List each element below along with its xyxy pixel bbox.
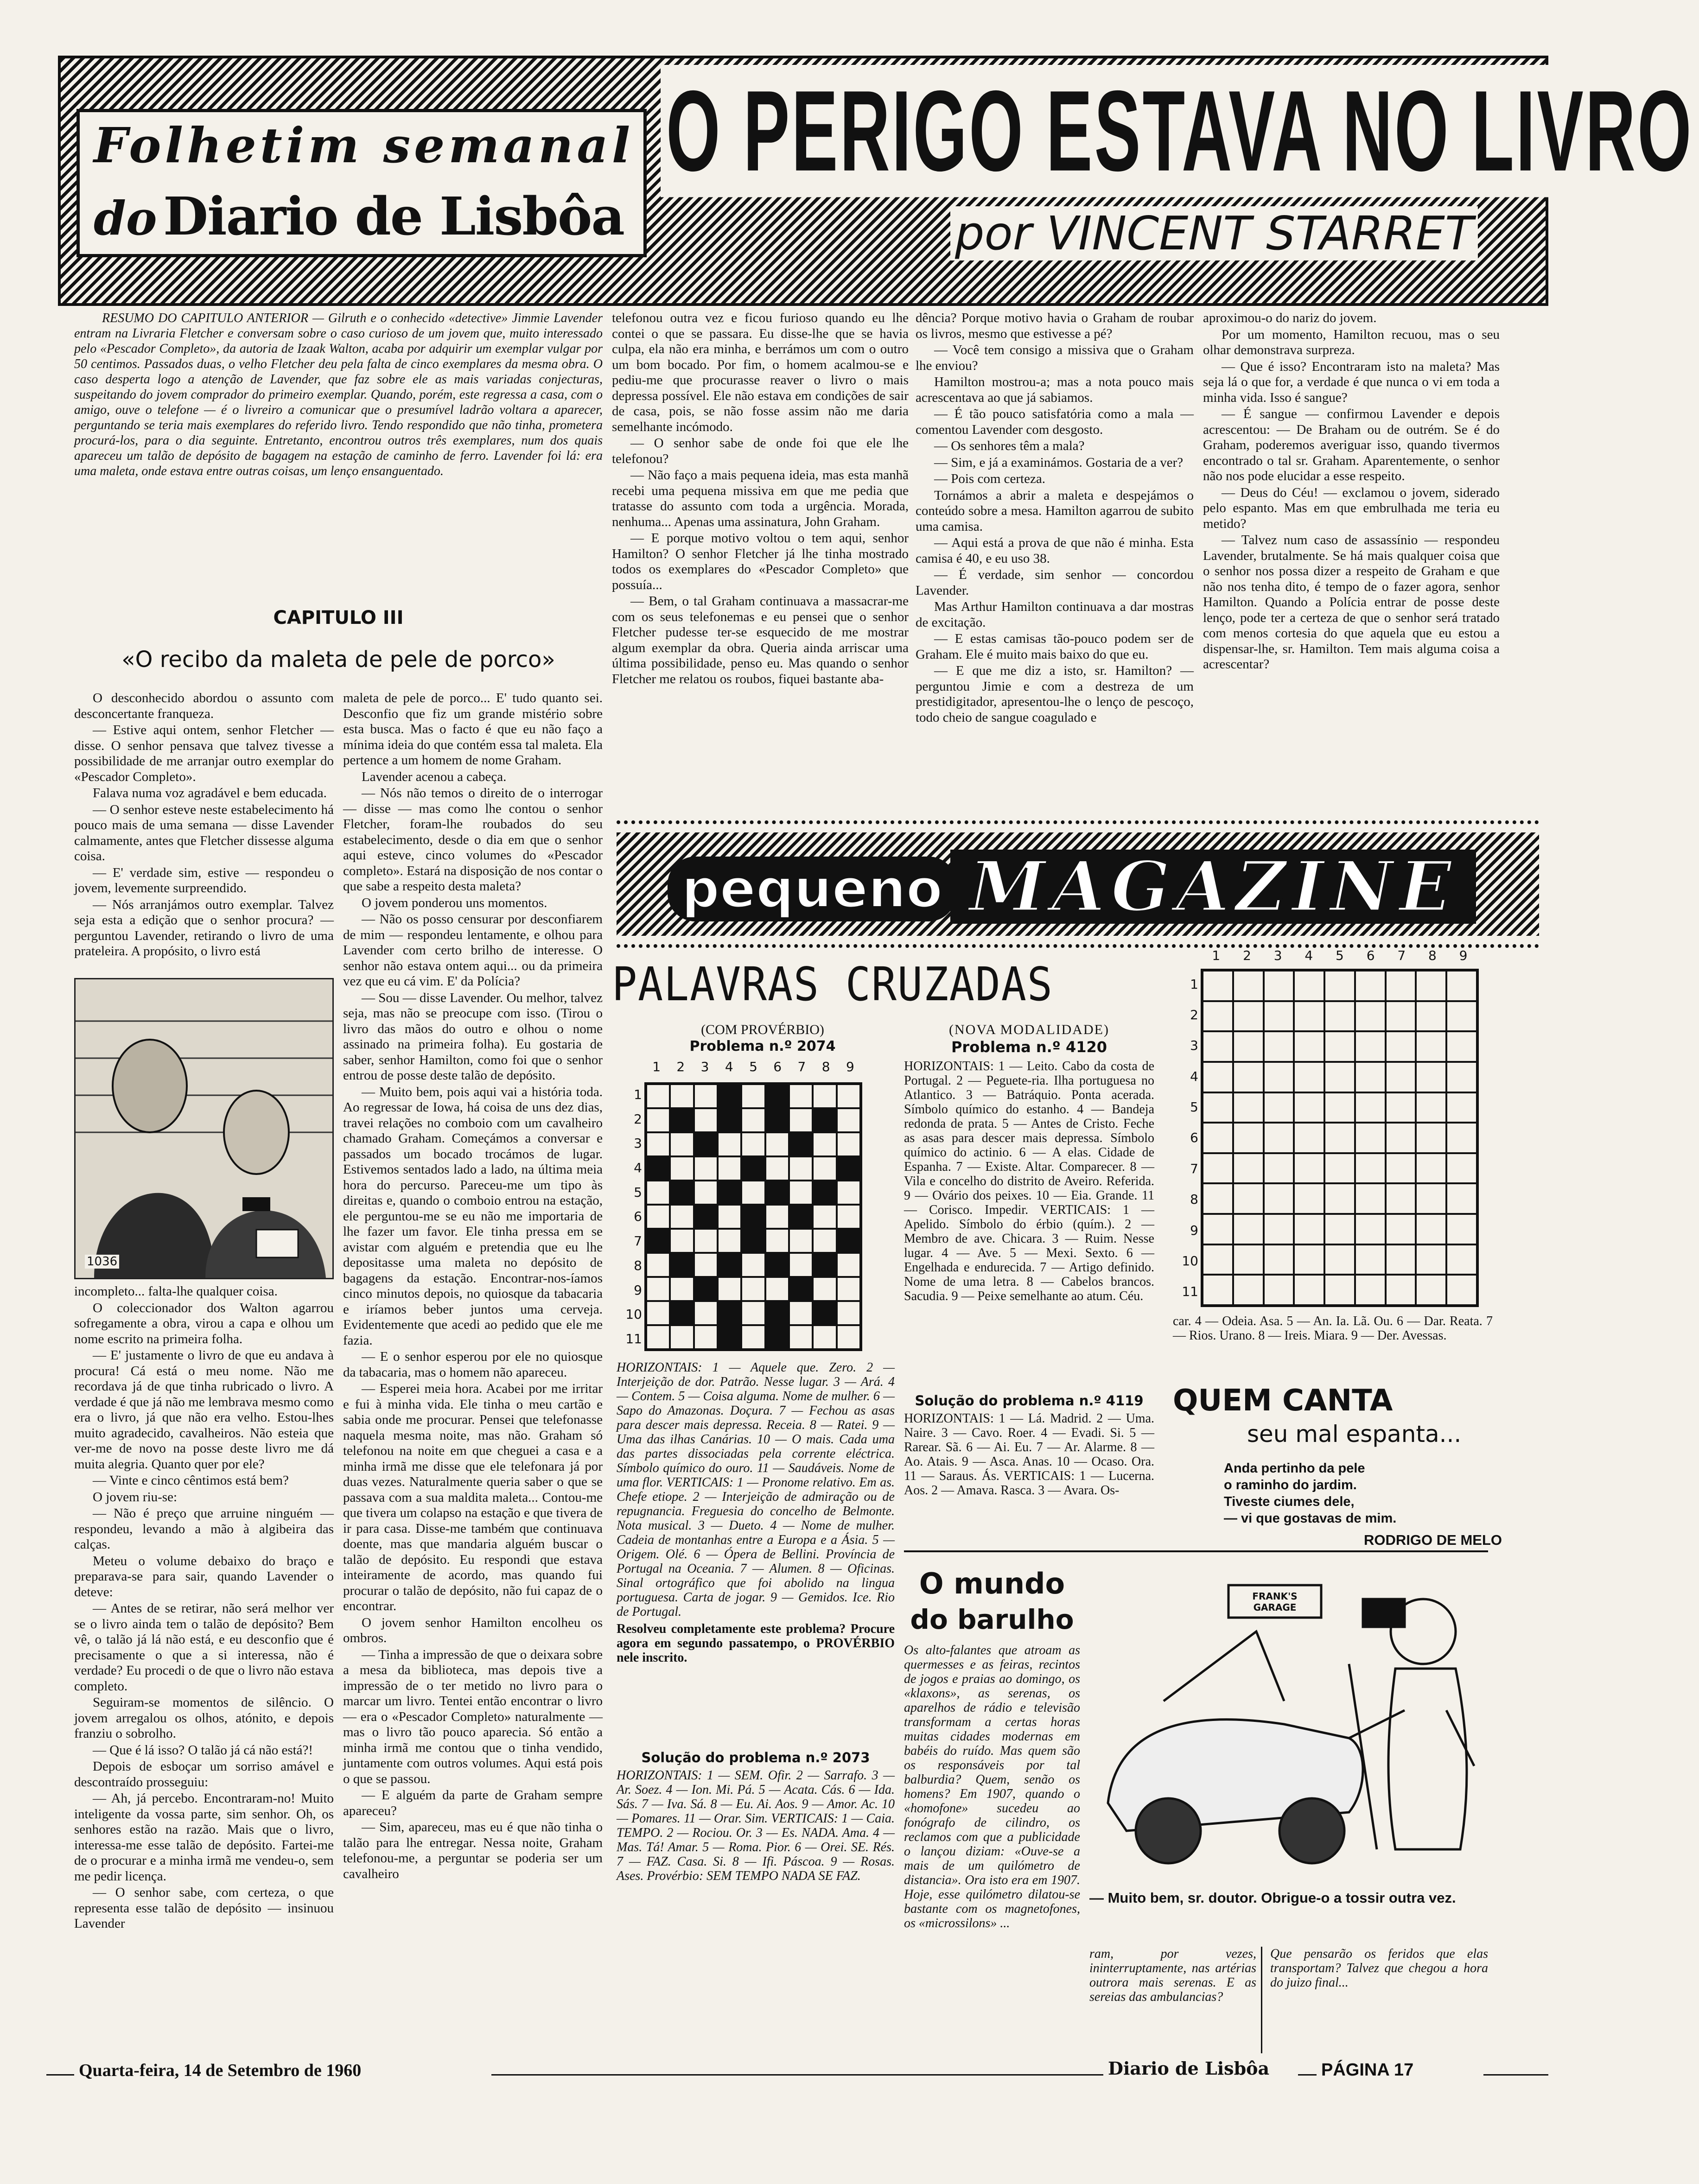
crossword-cell (694, 1132, 718, 1156)
crossword-cell (1233, 1153, 1264, 1184)
mundo-text-c: Que pensarão os feridos que elas transportam? Talvez que chegou a hora do juizo final... (1270, 1947, 1488, 1990)
crossword-cell (789, 1229, 813, 1253)
crossword-cell (1324, 1001, 1355, 1032)
illustration-tag: 1036 (85, 1255, 119, 1269)
crossword-cell (813, 1205, 836, 1229)
crossword-cell (1233, 1092, 1264, 1123)
crossword-cell (837, 1301, 860, 1325)
mundo-title-1: O mundo (919, 1567, 1065, 1600)
grid-number-label: 3 (1190, 1038, 1198, 1054)
crossword-cell (813, 1325, 836, 1349)
crossword-cell (741, 1229, 765, 1253)
story-column-3: telefonou outra vez e ficou furioso quando eu lhe contei o que se passara. Eu disse-lhe que se havia culpa, ela não era minha, e berrámos um com o outro um bom bocado. Por fim, o homem acalmou-se e pediu-me que procurasse reaver o livro o mais depressa possível. Ele não estava em condições de sair de casa, pois, se não fosse assim não me daria semelhante incómodo. — O senhor sabe de onde foi que ele lhe telefonou? — Não faço a mais pequena ideia, mas esta manhã recebi uma pequena missiva em que me pedia que tratasse do assunto com toda a urgência. Morada, nenhuma... Apenas uma assinatura, John Graham. — E porque motivo voltou o tem aqui, senhor Hamilton? O senhor Fletcher já lhe tinha mostrado todos os exemplares do «Pescador Completo» que possuía... — Bem, o tal Graham continuava a massacrar-me com os seus telefonemas e eu pensei que o senhor Fletcher pudesse ter-se esquecido de me mostrar algum exemplar da obra. Queria ainda arriscar uma última possibilidade, penso eu. Mas quando o senhor Fletcher me relatou os roubos, fiquei bastante aba- (612, 311, 909, 686)
grid-number-label: 5 (1190, 1099, 1198, 1115)
crossword-cell (813, 1277, 836, 1301)
crossword-cell (813, 1181, 836, 1205)
p2-solution-title: Solução do problema n.º 4119 (915, 1393, 1144, 1409)
crossword-cell (694, 1229, 718, 1253)
poem-author: RODRIGO DE MELO (1364, 1532, 1502, 1548)
crossword-cell (670, 1084, 694, 1108)
crossword-cell (694, 1325, 718, 1349)
crossword-cell (1203, 1031, 1233, 1062)
crossword-cell (1355, 1214, 1386, 1244)
p2-number: Problema n.º 4120 (951, 1038, 1107, 1056)
quem-canta-title: QUEM CANTA (1173, 1384, 1393, 1418)
crossword-cell (1294, 1275, 1324, 1305)
crossword-cell (741, 1205, 765, 1229)
crossword-cell (789, 1205, 813, 1229)
grid-number-label: 7 (1190, 1161, 1198, 1176)
grid-number-label: 6 (773, 1059, 782, 1074)
crossword-cell (718, 1277, 741, 1301)
crossword-cell (765, 1084, 789, 1108)
story-byline: por VINCENT STARRET (950, 206, 1534, 276)
crossword-cell (765, 1277, 789, 1301)
crossword-cell (646, 1301, 670, 1325)
crossword-cell (789, 1084, 813, 1108)
crossword-cell (1294, 1153, 1324, 1184)
crossword-cell (670, 1301, 694, 1325)
crossword-title: PALAVRAS CRUZADAS (612, 957, 1053, 1011)
crossword-cell (1203, 1275, 1233, 1305)
magazine-word-magazine: MAGAZINE (950, 850, 1476, 924)
garage-sign: FRANK'S GARAGE (1252, 1591, 1298, 1613)
crossword-cell (1264, 1123, 1294, 1153)
crossword-cell (1386, 1183, 1416, 1214)
crossword-cell (1264, 1001, 1294, 1032)
grid-number-label: 3 (634, 1136, 642, 1151)
crossword-cell (1233, 1214, 1264, 1244)
crossword-cell (789, 1132, 813, 1156)
crossword-cell (1446, 1092, 1477, 1123)
crossword-cell (718, 1325, 741, 1349)
crossword-cell (646, 1325, 670, 1349)
crossword-cell (813, 1108, 836, 1132)
crossword-cell (813, 1132, 836, 1156)
crossword-cell (813, 1253, 836, 1277)
crossword-cell (1233, 1275, 1264, 1305)
crossword-cell (1233, 971, 1264, 1001)
crossword-cell (1203, 1183, 1233, 1214)
crossword-cell (1355, 971, 1386, 1001)
crossword-cell (1324, 1062, 1355, 1092)
crossword-cell (718, 1156, 741, 1181)
crossword-cell (813, 1084, 836, 1108)
chapter-summary: RESUMO DO CAPITULO ANTERIOR — Gilruth e o conhecido «detective» Jimmie Lavender entram na Livraria Fletcher e conversam sobre o caso curioso de um jovem que, muito interessado pelo «Pescador Completo», da autoria de Izaak Walton, acaba por adquirir um exemplar vulgar por 50 centimos. Passados duas, o velho Fletcher deu pela falta de cinco exemplares da mesma obra. O caso desperta logo a atenção de Lavender, que faz sobre ele as mais variadas conjecturas, suspeitando do jovem comprador do primeiro exemplar. Quando, porém, este regressa a casa, com o amigo, ouve o telefone — é o livreiro a comunicar que o presumível ladrão voltara a aparecer, perguntando se teria mais exemplares do referido livro. Tendo respondido que não tinha, prometera procurá-los, para o dia seguinte. Entretanto, encontrou outros três exemplares, num dos quais apareceu um talão de depósito de bagagem na estação de caminho de ferro. Lavender foi lá: era uma maleta, onde estava entre outras coisas, um lenço ensanguentado. (74, 311, 603, 478)
crossword-cell (1416, 1001, 1446, 1032)
crossword-cell (1355, 1123, 1386, 1153)
crossword-cell (646, 1084, 670, 1108)
crossword-cell (694, 1108, 718, 1132)
crossword-cell (1446, 1062, 1477, 1092)
quem-canta-poem: Anda pertinho da pele o raminho do jardim. Tiveste ciumes dele, — vi que gostavas de mim. (1224, 1461, 1397, 1526)
crossword-cell (1264, 1092, 1294, 1123)
p2-row-numbers (1173, 969, 1198, 1307)
story-column-1b: incompleto... falta-lhe qualquer coisa. O coleccionador dos Walton agarrou sofregamente a obra, virou a capa e olhou um nome escrito na primeira folha. — E' justamente o livro de que eu andava à procura! Cá está o meu nome. Não me recordava já de que tinha rubricado o livro. A verdade é que já não me lembrava mesmo como era o livro, já que não era velho. Estou-lhes muito agradecido, cavalheiros. Não esteia que ver-me de novo na posse deste livro me dá muita alegria. Quanto quer por ele? — Vinte e cinco cêntimos está bem? O jovem riu-se: — Não é preço que arruine ninguém — respondeu, levando a mão à algibeira das calças. Meteu o volume debaixo do braço e preparava-se para sair, quando Lavender o deteve: — Antes de se retirar, não será melhor ver se o livro ainda tem o talão de depósito? Bem vê, o talão já lá não está, e eu desconfio que é precisamente o que a si interessa, não é verdade? Eu procedi o de que o livro não estava completo. Seguiram-se momentos de silêncio. O jovem arregalou os olhos, atónito, e depois franziu o sobrolho. — Que é lá isso? O talão já cá não está?! Depois de esboçar um sorriso amável e descontraído prosseguiu: — Ah, já percebo. Encontraram-no! Muito inteligente da vossa parte, sim senhor. Oh, os senhores estão na razão. Mais que o livro, interessa-me esse talão de depósito. Fartei-me de o procurar e a minha irmã me vendeu-o, sem me pedir licença. — O senhor sabe, com certeza, o que representa esse talão de depósito — insinuou Lavender (74, 1284, 334, 1931)
crossword-cell (789, 1156, 813, 1181)
crossword-cell (1233, 1031, 1264, 1062)
crossword-cell (837, 1156, 860, 1181)
crossword-cell (813, 1156, 836, 1181)
grid-number-label: 10 (625, 1307, 642, 1322)
crossword-cell (646, 1108, 670, 1132)
crossword-cell (837, 1084, 860, 1108)
crossword-cell (1324, 1244, 1355, 1275)
grid-number-label: 5 (1336, 948, 1344, 963)
crossword-cell (1355, 1275, 1386, 1305)
crossword-cell (1203, 1244, 1233, 1275)
crossword-cell (670, 1325, 694, 1349)
crossword-cell (741, 1132, 765, 1156)
grid-number-label: 4 (1304, 948, 1313, 963)
crossword-cell (1264, 971, 1294, 1001)
crossword-cell (1324, 1214, 1355, 1244)
crossword-cell (765, 1156, 789, 1181)
crossword-cell (1264, 1062, 1294, 1092)
crossword-cell (670, 1181, 694, 1205)
crossword-cell (765, 1301, 789, 1325)
crossword-cell (670, 1277, 694, 1301)
p1-solution-title: Solução do problema n.º 2073 (641, 1750, 870, 1765)
crossword-cell (646, 1156, 670, 1181)
illustration-two-men (76, 979, 332, 1278)
grid-number-label: 1 (1190, 976, 1198, 992)
crossword-cell (646, 1205, 670, 1229)
crossword-cell (1203, 1092, 1233, 1123)
crossword-cell (1294, 1031, 1324, 1062)
crossword-cell (1355, 1153, 1386, 1184)
crossword-cell (1355, 1062, 1386, 1092)
crossword-cell (694, 1277, 718, 1301)
magazine-banner (617, 820, 1539, 948)
crossword-cell (1386, 1001, 1416, 1032)
crossword-cell (718, 1229, 741, 1253)
grid-number-label: 6 (1366, 948, 1375, 963)
grid-number-label: 5 (749, 1059, 757, 1074)
crossword-cell (1294, 1092, 1324, 1123)
crossword-cell (1324, 1092, 1355, 1123)
crossword-cell (1386, 1031, 1416, 1062)
crossword-cell (694, 1205, 718, 1229)
crossword-cell (1324, 1031, 1355, 1062)
crossword-cell (1355, 1001, 1386, 1032)
crossword-cell (1416, 1123, 1446, 1153)
mundo-text: Os alto-falantes que atroam as quermesses e as feiras, recintos de jogos e praias ao domingo, os «klaxons», as serenas, os aparelhos de rádio e televisão transformam a certas horas muitas cidades modernas em babéis do ruído. Mas quem são os responsáveis por tal balburdia? Quem, senão os homens? Em 1907, quando o «homofone» sucedeu ao fonógrafo de cilindro, os reclamos com que a publicidade o lançou diziam: «Ouve-se a mais de um quilómetro de distancia». Ora isto era em 1907. Hoje, esse quilómetro dilatou-se bastante com os magnetofones, os «microssilons» ... (904, 1643, 1080, 1930)
grid-number-label: 2 (676, 1059, 685, 1074)
crossword-cell (1446, 1031, 1477, 1062)
crossword-cell (789, 1181, 813, 1205)
grid-number-label: 9 (846, 1059, 854, 1074)
p2-column-numbers (1201, 948, 1479, 966)
grid-number-label: 4 (725, 1059, 733, 1074)
crossword-cell (718, 1108, 741, 1132)
p1-column-numbers (644, 1059, 862, 1078)
crossword-cell (765, 1181, 789, 1205)
grid-number-label: 10 (1182, 1253, 1198, 1269)
grid-number-label: 2 (634, 1111, 642, 1127)
crossword-cell (837, 1325, 860, 1349)
crossword-cell (765, 1132, 789, 1156)
crossword-cell (670, 1156, 694, 1181)
crossword-cell (1294, 1062, 1324, 1092)
crossword-cell (765, 1253, 789, 1277)
crossword-cell (1264, 1214, 1294, 1244)
crossword-cell (1386, 971, 1416, 1001)
p1-number: Problema n.º 2074 (689, 1038, 836, 1054)
grid-number-label: 11 (625, 1331, 642, 1347)
grid-number-label: 1 (1212, 948, 1221, 963)
crossword-cell (718, 1181, 741, 1205)
chapter-title: «O recibo da maleta de pele de porco» (121, 647, 555, 673)
crossword-cell (1446, 1123, 1477, 1153)
crossword-cell (670, 1132, 694, 1156)
grid-number-label: 1 (634, 1086, 642, 1102)
crossword-cell (765, 1205, 789, 1229)
crossword-cell (1355, 1244, 1386, 1275)
grid-number-label: 11 (1182, 1284, 1198, 1300)
p1-label: (COM PROVÉRBIO) (701, 1022, 824, 1037)
crossword-cell (1233, 1183, 1264, 1214)
crossword-cell (1203, 1123, 1233, 1153)
grid-number-label: 7 (634, 1233, 642, 1249)
story-illustration (74, 978, 334, 1279)
story-column-2: maleta de pele de porco... E' tudo quanto sei. Desconfio que fiz um grande mistério sobre esta busca. Mas o facto é que eu não faço a mínima ideia do que contém essa tal maleta. Ela pertence a um homem de nome Graham. Lavender acenou a cabeça. — Nós não temos o direito de o interrogar — disse — mas como lhe contou o senhor Fletcher, foram-lhe roubados do seu estabelecimento, desde o dia em que o senhor aqui esteve, cinco volumes do «Pescador completo». Estará na disposição de nos contar o que sabe a respeito desta maleta? O jovem ponderou uns momentos. — Não os posso censurar por desconfiarem de mim — respondeu lentamente, e olhou para Lavender com certo brilho de interesse. O senhor não estava ontem aqui... ou da primeira vez que eu cá vim. E' da Polícia? — Sou — disse Lavender. Ou melhor, talvez seja, mas não se preocupe com isso. (Tirou o livro das mãos do outro e olhou o nome assinado na primeira folha). Eu gostaria de saber, senhor Hamilton, como foi que o senhor entrou de posse deste talão de depósito. — Muito bem, pois aqui vai a história toda. Ao regressar de Iowa, há coisa de uns dez dias, travei relações no comboio com um cavalheiro chamado Graham. Começámos a conversar e passados um bocado trocámos de lugar. Estivemos sentados lado a lado, na última meia hora do percurso. Pareceu-me um tipo às direitas e, quando o comboio entrou na estação, ele perguntou-me se eu não me importaria de lhe fazer um favor. Ele tinha pressa em se avistar com alguém e pretendia que eu lhe depositasse uma maleta no depósito de bagagens da estação. Encontrar-nos-íamos cinco minutos depois, no quiosque da tabacaria e iríamos beber juntos uma cerveja. Evidentemente que acedi ao pedido que ele me fazia. — E o senhor esperou por ele no quiosque da tabacaria, mas o homem não apareceu. — Esperei meia hora. Acabei por me irritar e fui à minha vida. Ele tinha o meu cartão e sabia onde me procurar. Pensei que telefonasse naquela mesma noite, mas não. Graham só telefonou na noite em que cheguei a casa e a minha irmã me disse que ele telefonara já por duas vezes. Naturalmente queria saber o que se passava com a sua maldita maleta... Contou-me que tivera um colapso na estação e que tivera de ir para casa. Disse-me também que continuava doente, mas que mandaria alguém buscar o talão de depósito. Eu respondi que estava inteiramente de acordo, mas quando fui procurar o talão de depósito, não fui capaz de o encontrar. O jovem senhor Hamilton encolheu os ombros. — Tinha a impressão de que o deixara sobre a mesa da biblioteca, mas depois tive a impressão de o ter metido no livro para o marcar um livro. Tentei então encontrar o livro — era o «Pescador Completo» naturalmente — mas o livro tão pouco aparecia. Só então a minha irmã me contou que o tinha vendido, juntamente com outros volumes. Aqui está pois o que se passou. — E alguém da parte de Graham sempre apareceu? — Sim, apareceu, mas eu é que não tinha o talão para lhe entregar. Nessa noite, Graham telefonou-me, a perguntar se poderia ser um cavalheiro (343, 691, 603, 1881)
crossword-cell (1233, 1062, 1264, 1092)
crossword-cell (670, 1108, 694, 1132)
crossword-cell (718, 1084, 741, 1108)
crossword-cell (1294, 1214, 1324, 1244)
grid-number-label: 8 (1190, 1192, 1198, 1207)
crossword-cell (670, 1253, 694, 1277)
crossword-cell (1386, 1275, 1416, 1305)
crossword-cell (837, 1132, 860, 1156)
grid-number-label: 6 (634, 1209, 642, 1225)
crossword-cell (837, 1108, 860, 1132)
grid-number-label: 9 (634, 1282, 642, 1298)
crossword-cell (646, 1132, 670, 1156)
crossword-cell (813, 1229, 836, 1253)
grid-number-label: 9 (1459, 948, 1468, 963)
crossword-cell (765, 1229, 789, 1253)
footer-page: PÁGINA 17 (1317, 2060, 1483, 2088)
crossword-cell (1386, 1062, 1416, 1092)
crossword-cell (1416, 1275, 1446, 1305)
kicker-do: do (94, 191, 157, 246)
crossword-cell (1446, 971, 1477, 1001)
magazine-word-pequeno: pequeno (668, 857, 956, 921)
crossword-cell (694, 1253, 718, 1277)
crossword-cell (646, 1253, 670, 1277)
crossword-cell (1294, 1244, 1324, 1275)
crossword-cell (789, 1253, 813, 1277)
crossword-cell (1233, 1001, 1264, 1032)
p2-crossword-grid (1201, 969, 1479, 1307)
crossword-cell (646, 1277, 670, 1301)
p1-clues: HORIZONTAIS: 1 — Aquele que. Zero. 2 — Interjeição de dor. Patrão. Nesse lugar. 3 — Ará. 4 — Contem. 5 — Coisa alguma. Nome de mulher. 6 — Sapo do Amazonas. Doçura. 7 — Fechou as asas para descer mais depressa. Receia. 8 — Ratei. 9 — Uma das ilhas Canárias. 10 — O mais. Cada uma das partes dissociadas pela corrente eléctrica. Símbolo químico do ouro. 11 — Saudáveis. Nome de uma flor. VERTICAIS: 1 — Pronome relativo. Em as. Chefe etiope. 2 — Interjeição de admiração ou de repugnancia. Freguesia do concelho de Belmonte. Nota musical. 3 — Dueto. 4 — Nome de mulher. Cadeia de montanhas entre a Europa e a Ásia. 5 — Origem. Olé. 6 — Ópera de Bellini. Província de Portugal na Oceania. 7 — Alumen. 8 — Oficinas. Sinal ortográfico que foi abolido na lingua portuguesa. Carta de jogar. 9 — Gemidos. Ice. Rio de Portugal. Resolveu completamente este problema? Procure agora em segundo passatempo, o PROVÉRBIO nele inscrito. (617, 1360, 895, 1665)
story-column-5: aproximou-o do nariz do jovem. Por um momento, Hamilton recuou, mas o seu olhar demonstrava surpreza. — Que é isso? Encontraram isto na maleta? Mas seja lá o que for, a verdade é que nunca o vi em toda a minha vida. Isso é sangue? — É sangue — confirmou Lavender e depois acrescentou: — De Braham ou de outrém. Se é do Graham, poderemos averiguar isso, quando tivermos encontrado o tal sr. Graham. Aparentemente, o senhor não nos pode elucidar a esse respeito. — Deus do Céu! — exclamou o jovem, siderado pelo espanto. Mas em que embrulhada me teria eu metido? — Talvez num caso de assassínio — respondeu Lavender, brutalmente. Se há mais qualquer coisa que o senhor nos possa dizer a respeito de Graham e que não nos tenha dito, é tempo de o fazer agora, senhor Hamilton. Quando a Polícia entrar de posse deste lenço, pode ter a certeza de que o senhor será tratado com menos cortesia do que aquela que eu estou a dispensar-lhe, sr. Hamilton. Tem mais alguma coisa a acrescentar? (1203, 311, 1500, 672)
crossword-cell (718, 1253, 741, 1277)
grid-number-label: 9 (1190, 1222, 1198, 1238)
crossword-cell (741, 1253, 765, 1277)
crossword-cell (837, 1253, 860, 1277)
column-divider (1261, 1947, 1262, 2053)
grid-number-label: 8 (1428, 948, 1437, 963)
crossword-cell (718, 1132, 741, 1156)
kicker-box (76, 109, 647, 257)
footer-date: Quarta-feira, 14 de Setembro de 1960 (74, 2060, 491, 2088)
story-title: O PERIGO ESTAVA NO LIVRO (661, 65, 1541, 204)
crossword-cell (1386, 1244, 1416, 1275)
crossword-cell (1355, 1183, 1386, 1214)
crossword-cell (694, 1084, 718, 1108)
grid-number-label: 3 (1273, 948, 1282, 963)
crossword-cell (741, 1277, 765, 1301)
crossword-cell (1386, 1092, 1416, 1123)
separator-rule (904, 1550, 1488, 1552)
grid-number-label: 6 (1190, 1130, 1198, 1146)
crossword-cell (1294, 1001, 1324, 1032)
grid-number-label: 2 (1190, 1007, 1198, 1023)
crossword-cell (1324, 1275, 1355, 1305)
crossword-cell (1416, 1183, 1446, 1214)
grid-number-label: 7 (797, 1059, 806, 1074)
crossword-cell (1233, 1244, 1264, 1275)
crossword-cell (1386, 1153, 1416, 1184)
crossword-cell (1446, 1183, 1477, 1214)
crossword-cell (1294, 1183, 1324, 1214)
crossword-cell (1446, 1275, 1477, 1305)
p1-resolved-note: Resolveu completamente este problema? Procure agora em segundo passatempo, o PROVÉRBIO nele inscrito. (617, 1622, 895, 1665)
crossword-cell (789, 1325, 813, 1349)
crossword-cell (646, 1181, 670, 1205)
p1-crossword-grid (644, 1082, 862, 1351)
crossword-cell (1264, 1031, 1294, 1062)
crossword-cell (765, 1108, 789, 1132)
crossword-cell (1355, 1092, 1386, 1123)
crossword-cell (670, 1205, 694, 1229)
crossword-cell (1294, 1123, 1324, 1153)
crossword-cell (837, 1205, 860, 1229)
crossword-cell (1446, 1244, 1477, 1275)
crossword-cell (670, 1229, 694, 1253)
crossword-cell (741, 1181, 765, 1205)
crossword-cell (813, 1301, 836, 1325)
p2-clues: HORIZONTAIS: 1 — Leito. Cabo da costa de Portugal. 2 — Peguete-ria. Ilha portuguesa no Atlantico. 3 — Batráquio. Ponta acerada. Símbolo químico do estanho. 4 — Bandeja redonda de prata. 5 — Antes de Cristo. Feche as asas para descer mais depressa. Símbolo químico do actinio. 6 — A elas. Cidade de Espanha. 7 — Existe. Altar. Comparecer. 8 — Vila e concelho do distrito de Aveiro. Referida. 9 — Ovário dos peixes. 10 — Eia. Grande. 11 — Corisco. Impedir. VERTICAIS: 1 — Apelido. Símbolo do érbio (quím.). 2 — Membro de ave. Chicara. 3 — Ruim. Nesse lugar. 4 — Ave. 5 — Mexi. Sexto. 6 — Engelhada e endurecida. 7 — Artigo definido. Nome de uma letra. 8 — Cabelos brancos. Sacudia. 9 — Peixe semelhante ao atum. Céu. (904, 1059, 1154, 1303)
crossword-cell (1416, 1092, 1446, 1123)
crossword-cell (1324, 1183, 1355, 1214)
grid-number-label: 8 (634, 1257, 642, 1273)
crossword-cell (646, 1229, 670, 1253)
crossword-cell (837, 1181, 860, 1205)
crossword-cell (1264, 1153, 1294, 1184)
crossword-cell (1416, 1062, 1446, 1092)
crossword-cell (1203, 1153, 1233, 1184)
grid-number-label: 7 (1397, 948, 1406, 963)
crossword-cell (1416, 1244, 1446, 1275)
crossword-cell (1203, 1062, 1233, 1092)
p2-solution: HORIZONTAIS: 1 — Lá. Madrid. 2 — Uma. Naire. 3 — Cavo. Roer. 4 — Evadi. Si. 5 — Rarear. Sã. 6 — Ai. Eu. 7 — Ar. Alarme. 8 — Ao. Atais. 9 — Asca. Anas. 10 — Ocaso. Ora. 11 — Saraus. Ás. VERTICAIS: 1 — Lucerna. Aos. 2 — Amava. Rasca. 3 — Avara. Os- (904, 1411, 1154, 1498)
crossword-cell (1264, 1275, 1294, 1305)
p1-row-numbers (621, 1082, 642, 1351)
story-column-1: O desconhecido abordou o assunto com desconcertante franqueza. — Estive aqui ontem, senhor Fletcher — disse. O senhor pensava que talvez tivesse a possibilidade de me arranjar outro exemplar do «Pescador Completo». Falava numa voz agradável e bem educada. — O senhor esteve neste estabelecimento há pouco mais de uma semana — disse Lavender calmamente, antes que Fletcher dissesse alguma coisa. — E' verdade sim, estive — respondeu o jovem, levemente surpreendido. — Nós arranjámos outro exemplar. Talvez seja esta a edição que o senhor procura? — perguntou Lavender, retirando o livro de uma prateleira. A propósito, o livro está (74, 691, 334, 959)
mundo-text-b: ram, por vezes, ininterruptamente, nas artérias outrora mais serenas. E as sereias das ambulancias? (1089, 1947, 1256, 2004)
crossword-cell (1264, 1244, 1294, 1275)
crossword-cell (1294, 971, 1324, 1001)
crossword-cell (741, 1108, 765, 1132)
crossword-cell (741, 1325, 765, 1349)
cartoon-illustration (1089, 1571, 1488, 1882)
crossword-cell (789, 1108, 813, 1132)
p2-label: (NOVA MODALIDADE) (949, 1022, 1109, 1037)
crossword-cell (1203, 971, 1233, 1001)
grid-number-label: 5 (634, 1184, 642, 1200)
crossword-cell (694, 1181, 718, 1205)
footer-paper: Diario de Lisbôa (1103, 2058, 1298, 2086)
crossword-cell (789, 1301, 813, 1325)
grid-number-label: 4 (634, 1160, 642, 1176)
crossword-cell (1203, 1214, 1233, 1244)
quem-canta-subtitle: seu mal espanta... (1247, 1421, 1462, 1448)
grid-number-label: 2 (1243, 948, 1251, 963)
crossword-cell (1446, 1153, 1477, 1184)
crossword-cell (741, 1301, 765, 1325)
crossword-cell (1386, 1214, 1416, 1244)
crossword-cell (1324, 1123, 1355, 1153)
p1-solution: HORIZONTAIS: 1 — SEM. Ofir. 2 — Sarrafo. 3 — Ar. Soez. 4 — Ion. Mi. Pá. 5 — Acata. Cás. 6 — Ida. Sás. 7 — Iva. Sá. 8 — Eu. Ai. Aos. 9 — Amor. Ac. 10 — Pomares. 11 — Orar. Sim. VERTICAIS: 1 — Caia. TEMPO. 2 — Rociou. Or. 3 — Es. NADA. Ama. 4 — Mas. Tá! Amar. 5 — Roma. Pior. 6 — Orei. SE. Rés. 7 — FAZ. Casa. Si. 8 — Ifi. Páscoa. 9 — Rosas. Ases. Provérbio: SEM TEMPO NADA SE FAZ. (617, 1768, 895, 1883)
crossword-cell (1416, 1153, 1446, 1184)
crossword-cell (1446, 1001, 1477, 1032)
crossword-cell (718, 1205, 741, 1229)
crossword-cell (789, 1277, 813, 1301)
crossword-cell (1233, 1123, 1264, 1153)
crossword-cell (741, 1084, 765, 1108)
grid-number-label: 3 (700, 1059, 709, 1074)
kicker-line1: Folhetim semanal (94, 117, 634, 174)
p2-clues-continued: car. 4 — Odeia. Asa. 5 — An. Ia. Lã. Ou. 6 — Dar. Reata. 7 — Rios. Urano. 8 — Ireis. Miara. 9 — Der. Avessas. (1173, 1314, 1493, 1343)
crossword-cell (1324, 1153, 1355, 1184)
kicker-paper-logo: Diario de Lisbôa (163, 186, 624, 247)
grid-number-label: 8 (821, 1059, 830, 1074)
crossword-cell (1264, 1183, 1294, 1214)
chapter-heading: CAPITULO III (273, 607, 404, 629)
crossword-cell (1416, 971, 1446, 1001)
crossword-cell (1386, 1123, 1416, 1153)
grid-number-label: 4 (1190, 1068, 1198, 1084)
crossword-cell (765, 1325, 789, 1349)
crossword-cell (694, 1156, 718, 1181)
crossword-cell (1446, 1214, 1477, 1244)
crossword-cell (1203, 1001, 1233, 1032)
cartoon-mechanic-car (1089, 1571, 1488, 1882)
crossword-cell (1416, 1214, 1446, 1244)
crossword-cell (718, 1301, 741, 1325)
cartoon-caption: — Muito bem, sr. doutor. Obrigue-o a tossir outra vez. (1089, 1890, 1456, 1906)
crossword-cell (1324, 971, 1355, 1001)
crossword-cell (694, 1301, 718, 1325)
crossword-cell (837, 1277, 860, 1301)
story-column-4: dência? Porque motivo havia o Graham de roubar os livros, mesmo que estivesse a pé? — Você tem consigo a missiva que o Graham lhe enviou? Hamilton mostrou-a; mas a nota pouco mais acrescentava ao que já sabiamos. — É tão pouco satisfatória como a mala — comentou Lavender com desgosto. — Os senhores têm a mala? — Sim, e já a examinámos. Gostaria de a ver? — Pois com certeza. Tornámos a abrir a maleta e despejámos o conteúdo sobre a mesa. Hamilton agarrou de subito uma camisa. — Aqui está a prova de que não é minha. Esta camisa é 40, e eu uso 38. — É verdade, sim senhor — concordou Lavender. Mas Arthur Hamilton continuava a dar mostras de excitação. — E estas camisas tão-pouco podem ser de Graham. Ele é muito mais baixo do que eu. — E que me diz a isto, sr. Hamilton? — perguntou Jimie e com a destreza de um prestidigitador, apresentou-lhe o lenço de pescoço, todo cheio de sangue coagulado e (916, 311, 1194, 725)
grid-number-label: 1 (652, 1059, 661, 1074)
mundo-title-2: do barulho (910, 1604, 1074, 1635)
crossword-cell (837, 1229, 860, 1253)
crossword-cell (1416, 1031, 1446, 1062)
crossword-cell (1355, 1031, 1386, 1062)
crossword-cell (741, 1156, 765, 1181)
